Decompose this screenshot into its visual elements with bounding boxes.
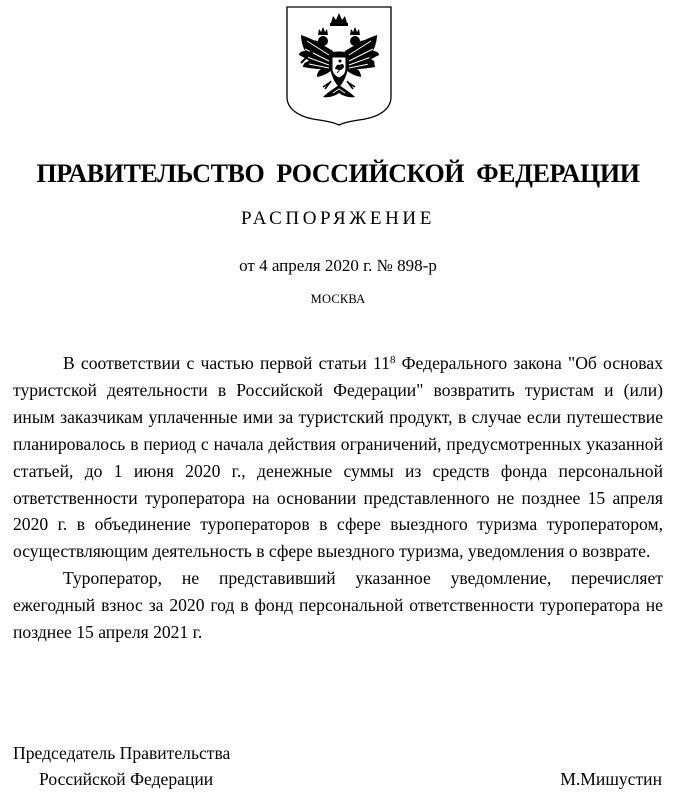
document-type: РАСПОРЯЖЕНИЕ xyxy=(241,208,435,229)
signatory-name: М.Мишустин xyxy=(560,769,662,789)
signatory-position-line-1: Председатель Правительства xyxy=(13,743,231,763)
document-body xyxy=(13,350,663,646)
document-date-number: от 4 апреля 2020 г. № 898-р xyxy=(239,256,437,275)
paragraph-2: Туроператор, не представивший указанное уведомление, перечисляет ежегодный взнос за 2020 год в фонд персональной ответственности туроператора не позднее 15 апреля 2021 г. xyxy=(13,568,663,643)
paragraph-1-rest: Федерального закона "Об основах туристской деятельности в Российской Федерации" возвратить туристам и (или) иным заказчикам уплаченные ими за туристский продукт, в случае если путешествие планировалось в период с начала действия ограничений, предусмотренных указанной статьей, до 1 июня 2020 г., денежные суммы из средств фонда персональной ответственности туроператора на основании представленного не позднее 15 апреля 2020 г. в объединение туроператоров в сфере выездного туризма туроператором, осуществляющим деятельность в сфере выездного туризма, уведомления о возврате. xyxy=(13,353,663,562)
paragraph-1 xyxy=(13,350,663,565)
signatory-position-line-2: Российской Федерации xyxy=(39,769,214,789)
signatory-position xyxy=(13,740,230,792)
russian-coat-of-arms-icon xyxy=(285,5,393,126)
article-superscript: 8 xyxy=(389,354,396,366)
organization-title: ПРАВИТЕЛЬСТВО РОССИЙСКОЙ ФЕДЕРАЦИИ xyxy=(36,159,640,188)
document-city: МОСКВА xyxy=(310,292,366,306)
paragraph-1-start: В соответствии с частью первой статьи 11 xyxy=(63,353,390,373)
